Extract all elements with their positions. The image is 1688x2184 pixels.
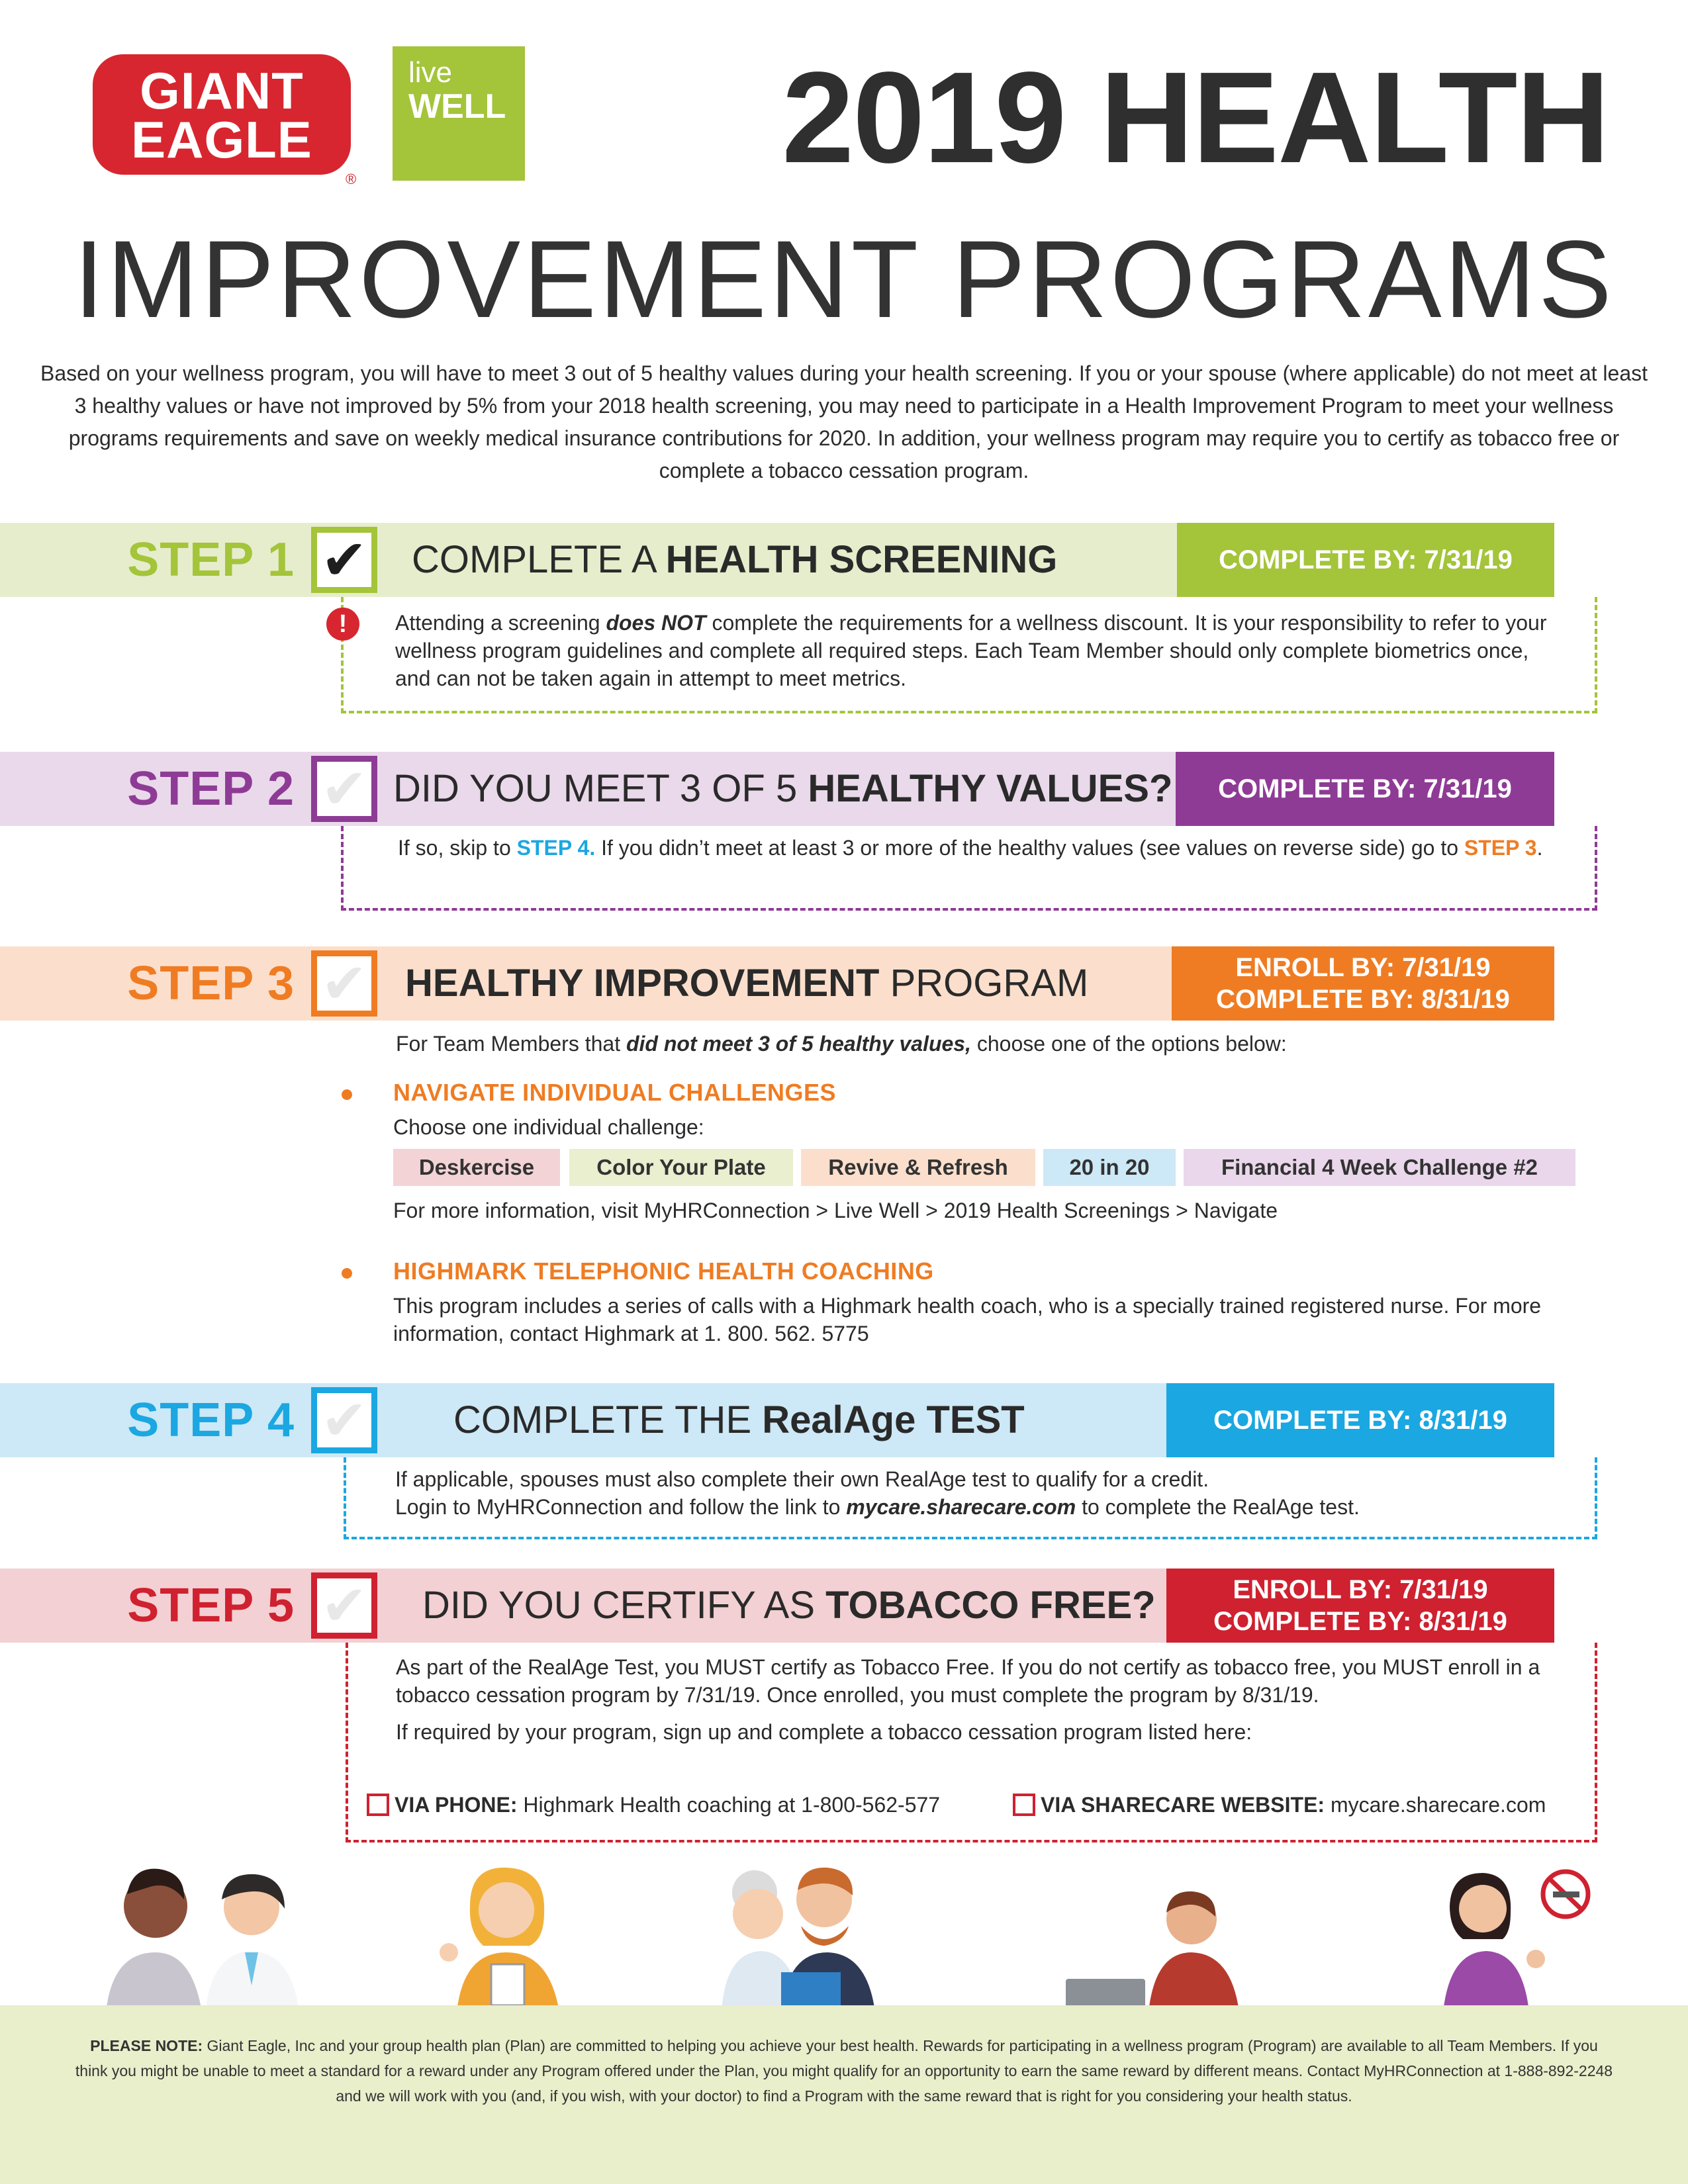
page-title-line1: 2019 HEALTH xyxy=(782,45,1609,190)
challenge-chip-revive-refresh[interactable]: Revive & Refresh xyxy=(801,1149,1035,1186)
step2-detail-mid: If you didn’t meet at least 3 or more of the healthy values (see values on reverse side) go to xyxy=(595,836,1464,860)
via-phone-option xyxy=(395,1791,940,1819)
step4-line1: If applicable, spouses must also complete their own RealAge test to qualify for a credit. xyxy=(395,1467,1209,1491)
step3-enroll-label: ENROLL BY: xyxy=(1235,953,1403,982)
logo-text-line1: GIANT xyxy=(140,62,304,120)
bullet-icon xyxy=(342,1089,352,1100)
step2-detail-post: . xyxy=(1536,836,1543,860)
couple-reading-illustration xyxy=(702,1853,900,2012)
step1-detail-text xyxy=(395,609,1555,692)
step2-bar xyxy=(0,752,1688,826)
step5-date-label: COMPLETE BY: xyxy=(1213,1607,1419,1636)
step1-detail-pre: Attending a screening xyxy=(395,611,606,635)
step5-enroll-value: 7/31/19 xyxy=(1399,1575,1488,1604)
footer-label: PLEASE NOTE: xyxy=(90,2037,203,2054)
step1-label: STEP 1 xyxy=(127,533,295,586)
step2-detail-text xyxy=(398,834,1555,862)
step3-intro xyxy=(396,1030,1287,1058)
step2-date-value: 7/31/19 xyxy=(1423,774,1512,803)
step4-detail-box xyxy=(344,1457,1597,1539)
step4-date-label: COMPLETE BY: xyxy=(1213,1406,1419,1435)
step3-enroll-line xyxy=(1172,952,1554,983)
step1-bar xyxy=(0,523,1688,597)
step4-title-pre: COMPLETE THE xyxy=(453,1398,763,1441)
option1-subtitle: Choose one individual challenge: xyxy=(393,1115,704,1139)
doctor-patient-illustration xyxy=(93,1853,318,2012)
footer-note xyxy=(0,2005,1688,2184)
step3-title xyxy=(405,946,1088,1021)
registered-mark: ® xyxy=(346,171,357,187)
step3-enroll-value: 7/31/19 xyxy=(1402,953,1491,982)
step4-line2-post: to complete the RealAge test. xyxy=(1076,1495,1360,1519)
option1-info: For more information, visit MyHRConnection > Live Well > 2019 Health Screenings > Navigate xyxy=(393,1199,1278,1222)
step5-para2: If required by your program, sign up and complete a tobacco cessation program listed here: xyxy=(396,1720,1252,1744)
sharecare-link[interactable]: mycare.sharecare.com xyxy=(846,1495,1076,1519)
step2-date-label: COMPLETE BY: xyxy=(1218,774,1424,803)
step5-title-bold: TOBACCO FREE? xyxy=(825,1584,1156,1627)
option2-title: HIGHMARK TELEPHONIC HEALTH COACHING xyxy=(393,1257,934,1285)
giant-eagle-logo xyxy=(93,54,351,175)
step4-label: STEP 4 xyxy=(127,1394,295,1447)
step4-date-box xyxy=(1166,1383,1554,1457)
step4-line2-pre: Login to MyHRConnection and follow the link to xyxy=(395,1495,847,1519)
step3-complete-line xyxy=(1172,983,1554,1015)
step3-date-label: COMPLETE BY: xyxy=(1216,985,1422,1014)
step2-checkmark-icon: ✔ xyxy=(311,756,377,822)
step5-para1: As part of the RealAge Test, you MUST certify as Tobacco Free. If you do not certify as tobacco free, you MUST enroll in a tobacco cessation program by 7/31/19. Once enrolled, you must complete the program by 8/31/19. xyxy=(396,1655,1540,1707)
step2-detail-pre: If so, skip to xyxy=(398,836,517,860)
step4-checkmark-icon: ✔ xyxy=(311,1387,377,1453)
step5-title-pre: DID YOU CERTIFY AS xyxy=(422,1584,826,1627)
via-phone-label: VIA PHONE: xyxy=(395,1793,518,1817)
step5-date-value: 8/31/19 xyxy=(1419,1607,1507,1636)
step2-title xyxy=(393,752,1172,826)
step5-enroll-line xyxy=(1166,1574,1554,1606)
step2-link-step4[interactable]: STEP 4. xyxy=(516,836,596,860)
step5-enroll-label: ENROLL BY: xyxy=(1233,1575,1400,1604)
step3-checkmark-icon: ✔ xyxy=(311,950,377,1017)
step4-bar xyxy=(0,1383,1688,1457)
step1-checkmark-icon: ✔ xyxy=(311,527,377,593)
bullet-icon xyxy=(342,1268,352,1279)
step3-bar xyxy=(0,946,1688,1021)
challenge-chip-deskercise[interactable]: Deskercise xyxy=(393,1149,560,1186)
step3-date-box xyxy=(1172,946,1554,1021)
challenge-chip-20-in-20[interactable]: 20 in 20 xyxy=(1043,1149,1176,1186)
step5-checkmark-icon: ✔ xyxy=(311,1572,377,1639)
via-website-checkbox[interactable] xyxy=(1013,1794,1035,1816)
alert-icon: ! xyxy=(326,608,359,641)
step2-title-bold: HEALTHY VALUES? xyxy=(808,767,1173,810)
live-well-line1: live xyxy=(408,56,453,89)
step1-detail-bold: does NOT xyxy=(606,611,706,635)
step5-complete-line xyxy=(1166,1606,1554,1637)
step1-title-bold: HEALTH SCREENING xyxy=(665,538,1058,581)
step4-line2 xyxy=(395,1493,1568,1521)
page-title-line2: IMPROVEMENT PROGRAMS xyxy=(73,218,1615,341)
step3-intro-post: choose one of the options below: xyxy=(970,1032,1287,1056)
step3-title-post: PROGRAM xyxy=(879,962,1089,1005)
step5-label: STEP 5 xyxy=(127,1579,295,1632)
step1-title xyxy=(412,523,1057,597)
live-well-logo xyxy=(393,46,525,181)
challenge-chip-financial[interactable]: Financial 4 Week Challenge #2 xyxy=(1184,1149,1575,1186)
woman-no-smoking-illustration xyxy=(1436,1860,1609,2012)
via-website-text: mycare.sharecare.com xyxy=(1325,1793,1546,1817)
woman-clipboard-illustration xyxy=(430,1853,589,2012)
man-laptop-illustration xyxy=(1066,1880,1278,2012)
step3-intro-bold: did not meet 3 of 5 healthy values, xyxy=(626,1032,971,1056)
step2-label: STEP 2 xyxy=(127,762,295,815)
step1-date-box xyxy=(1177,523,1554,597)
step4-date-value: 8/31/19 xyxy=(1419,1406,1507,1435)
step1-title-pre: COMPLETE A xyxy=(412,538,666,581)
step1-detail-box xyxy=(341,597,1597,713)
via-phone-checkbox[interactable] xyxy=(367,1794,389,1816)
live-well-line2: WELL xyxy=(408,87,506,126)
step5-bar xyxy=(0,1569,1688,1643)
via-website-option xyxy=(1041,1791,1546,1819)
step1-date-label: COMPLETE BY: xyxy=(1219,545,1425,574)
via-website-label: VIA SHARECARE WEBSITE: xyxy=(1041,1793,1325,1817)
step3-date-value: 8/31/19 xyxy=(1421,985,1510,1014)
option2-text: This program includes a series of calls with a Highmark health coach, who is a specially trained registered nurse. For more information, contact Highmark at 1. 800. 562. 5775 xyxy=(393,1294,1542,1345)
step2-link-step3[interactable]: STEP 3 xyxy=(1464,836,1537,860)
step1-detail-post: complete the requirements for a wellness discount. It is your responsibility to refer to your wellness program guidelines and complete all required steps. Each Team Member should only complete biometrics once, and can not be taken again in attempt to meet metrics. xyxy=(395,611,1547,690)
step3-label: STEP 3 xyxy=(127,957,295,1010)
step5-date-box xyxy=(1166,1569,1554,1643)
step2-title-pre: DID YOU MEET 3 OF 5 xyxy=(393,767,808,810)
step3-title-bold: HEALTHY IMPROVEMENT xyxy=(405,962,880,1005)
logo-text-line2: EAGLE xyxy=(131,111,312,169)
footer-text: Giant Eagle, Inc and your group health plan (Plan) are committed to helping you achieve your best health. Rewards for participating in a wellness program (Program) are available to all Team Members. If you think you might be unable to meet a standard for a reward under any Program offered under the Plan, you might qualify for an opportunity to earn the same reward by different means. Contact MyHRConnection at 1-888-892-2248 and we will work with you (and, if you wish, with your doctor) to find a Program with the same reward that is right for you considering your health status. xyxy=(75,2037,1613,2105)
option1-title: NAVIGATE INDIVIDUAL CHALLENGES xyxy=(393,1079,837,1106)
step2-detail-box xyxy=(341,826,1597,911)
step3-intro-pre: For Team Members that xyxy=(396,1032,626,1056)
step1-date-value: 7/31/19 xyxy=(1424,545,1513,574)
intro-paragraph: Based on your wellness program, you will have to meet 3 out of 5 healthy values during your health screening. If you or your spouse (where applicable) do not meet at least 3 healthy values or have not improved by 5% from your 2018 health screening, you may need to participate in a Health Improvement Program to meet your wellness programs requirements and save on weekly medical insurance contributions for 2020. In addition, your wellness program may require you to certify as tobacco free or complete a tobacco cessation program. xyxy=(40,361,1648,482)
via-phone-text: Highmark Health coaching at 1-800-562-577 xyxy=(517,1793,941,1817)
challenge-chip-color-your-plate[interactable]: Color Your Plate xyxy=(569,1149,793,1186)
step5-title xyxy=(422,1569,1156,1643)
step2-date-box xyxy=(1176,752,1554,826)
step4-title-bold: RealAge TEST xyxy=(762,1398,1025,1441)
step4-title xyxy=(453,1383,1025,1457)
